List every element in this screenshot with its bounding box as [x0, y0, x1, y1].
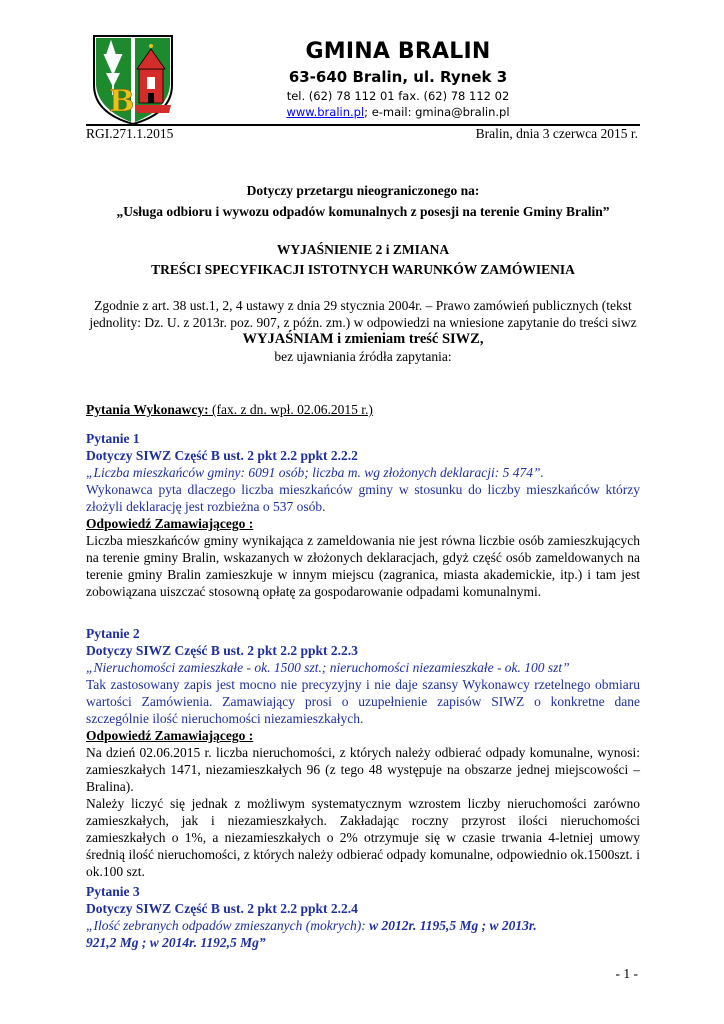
q3-quote-part-a: „Ilość zebranych odpadów zmieszanych (mokrych):	[86, 918, 370, 933]
reference-number: RGI.271.1.2015	[86, 126, 174, 141]
q1-answer-label: Odpowiedź Zamawiającego :	[86, 516, 254, 531]
questions-label: Pytania Wykonawcy:	[86, 402, 209, 417]
svg-text:B: B	[109, 84, 135, 119]
q2-title: Pytanie 2	[86, 626, 140, 641]
intro-line-1: Zgodnie z art. 38 ust.1, 2, 4 ustawy z dnia 29 stycznia 2004r. – Prawo zamówień publicznych (tekst	[94, 298, 632, 313]
q2-quote: „Nieruchomości zamieszkałe - ok. 1500 szt.; nieruchomości niezamieszkałe - ok. 100 szt”	[86, 660, 570, 675]
q1-answer: Liczba mieszkańców gminy wynikająca z zameldowania nie jest równa liczbie osób zamieszkujących na terenie gminy Bralin, wskazanych w złożonych deklaracjach, gdyż część osób zameldowanych na terenie gminy Bralin zamieszkuje w innym miejscu (zagranica, miasta akademickie, itp.) i tam jest zobowiązana uiszczać stosowną opłatę za gospodarowanie odpadami komunalnymi.	[86, 533, 640, 599]
letterhead	[180, 38, 616, 120]
questions-detail: (fax. z dn. wpł. 02.06.2015 r.)	[208, 402, 373, 417]
q1-title: Pytanie 1	[86, 431, 140, 446]
questions-header	[86, 401, 640, 418]
q3-quote-part-b: w 2012r. 1195,5 Mg ; w 2013r.	[369, 918, 537, 933]
intro-paragraph	[86, 297, 640, 365]
question-3	[86, 883, 640, 951]
q3-quote-part-c: 921,2 Mg ; w 2014r. 1192,5 Mg”	[86, 935, 266, 950]
email-text: ; e-mail: gmina@bralin.pl	[364, 105, 510, 119]
intro-bold-line: WYJAŚNIAM i zmieniam treść SIWZ,	[242, 331, 484, 347]
page-number: - 1 -	[615, 966, 638, 981]
municipality-address: 63-640 Bralin, ul. Rynek 3	[288, 68, 508, 86]
web-email	[180, 104, 616, 120]
intro-line-2: jednolity: Dz. U. z 2013r. poz. 907, z późn. zm.) w odpowiedzi na wniesione zapytanie do treści siwz	[89, 315, 637, 330]
intro-line-3: bez ujawniania źródła zapytania:	[274, 349, 452, 364]
q1-quote: „Liczba mieszkańców gminy: 6091 osób; liczba m. wg złożonych deklaracji: 5 474”.	[86, 465, 544, 480]
q3-quote	[86, 917, 640, 951]
date-line: Bralin, dnia 3 czerwca 2015 r.	[475, 126, 638, 141]
heading-line-2: TREŚCI SPECYFIKACJI ISTOTNYCH WARUNKÓW ZAMÓWIENIA	[151, 262, 575, 277]
q2-answer-label: Odpowiedź Zamawiającego :	[86, 728, 254, 743]
question-1	[86, 430, 640, 515]
heading-line-1: WYJAŚNIENIE 2 i ZMIANA	[276, 242, 450, 257]
q3-ref: Dotyczy SIWZ Część B ust. 2 pkt 2.2 ppkt 2.2.4	[86, 901, 358, 916]
q2-answer-part-1: Na dzień 02.06.2015 r. liczba nieruchomości, z których należy odbierać odpady komunalne, wynosi: zamieszkałych 1471, niezamieszkałych 96 (z tego 48 występuje na obszarze jednej miejscowości – Bralina).	[86, 745, 640, 794]
subject-line-1: Dotyczy przetargu nieograniczonego na:	[246, 183, 480, 198]
phone-fax: tel. (62) 78 112 01 fax. (62) 78 112 02	[286, 89, 510, 103]
q2-question: Tak zastosowany zapis jest mocno nie precyzyjny i nie daje szansy Wykonawcy rzetelnego obmiaru wartości Zamówienia. Zamawiający prosi o uzupełnienie zapisów SIWZ o konkretne dane szczególnie ilość nieruchomości niezamieszkałych.	[86, 677, 640, 726]
website-link[interactable]: www.bralin.pl	[286, 105, 365, 119]
q1-question: Wykonawca pyta dlaczego liczba mieszkańców gminy w stosunku do liczby mieszkańców którzy złożyli deklarację jest rozbieżna o 537 osób.	[86, 482, 640, 514]
q3-title: Pytanie 3	[86, 884, 140, 899]
question-2	[86, 625, 640, 727]
q1-ref: Dotyczy SIWZ Część B ust. 2 pkt 2.2 ppkt 2.2.2	[86, 448, 358, 463]
q2-answer-part-2: Należy liczyć się jednak z możliwym systematycznym wzrostem liczby nieruchomości zarówno zamieszkałych, jak i niezamieszkałych. Zakładając roczny przyrost ilości nieruchomości zamieszkałych o 1%, a niezamieszkałych o 2% otrzymuje się w czasie trwania 4-letniej umowy średnią ilość nieruchomości, z których należy odbierać odpady komunalne, odpowiednio ok.1500szt. i ok.100 szt.	[86, 796, 640, 879]
municipality-name: GMINA BRALIN	[305, 39, 491, 64]
gmina-bralin-crest-icon	[91, 33, 175, 127]
q2-answer	[86, 744, 640, 880]
q2-ref: Dotyczy SIWZ Część B ust. 2 pkt 2.2 ppkt 2.2.3	[86, 643, 358, 658]
subject-line-2: „Usługa odbioru i wywozu odpadów komunalnych z posesji na terenie Gminy Bralin”	[116, 204, 610, 219]
